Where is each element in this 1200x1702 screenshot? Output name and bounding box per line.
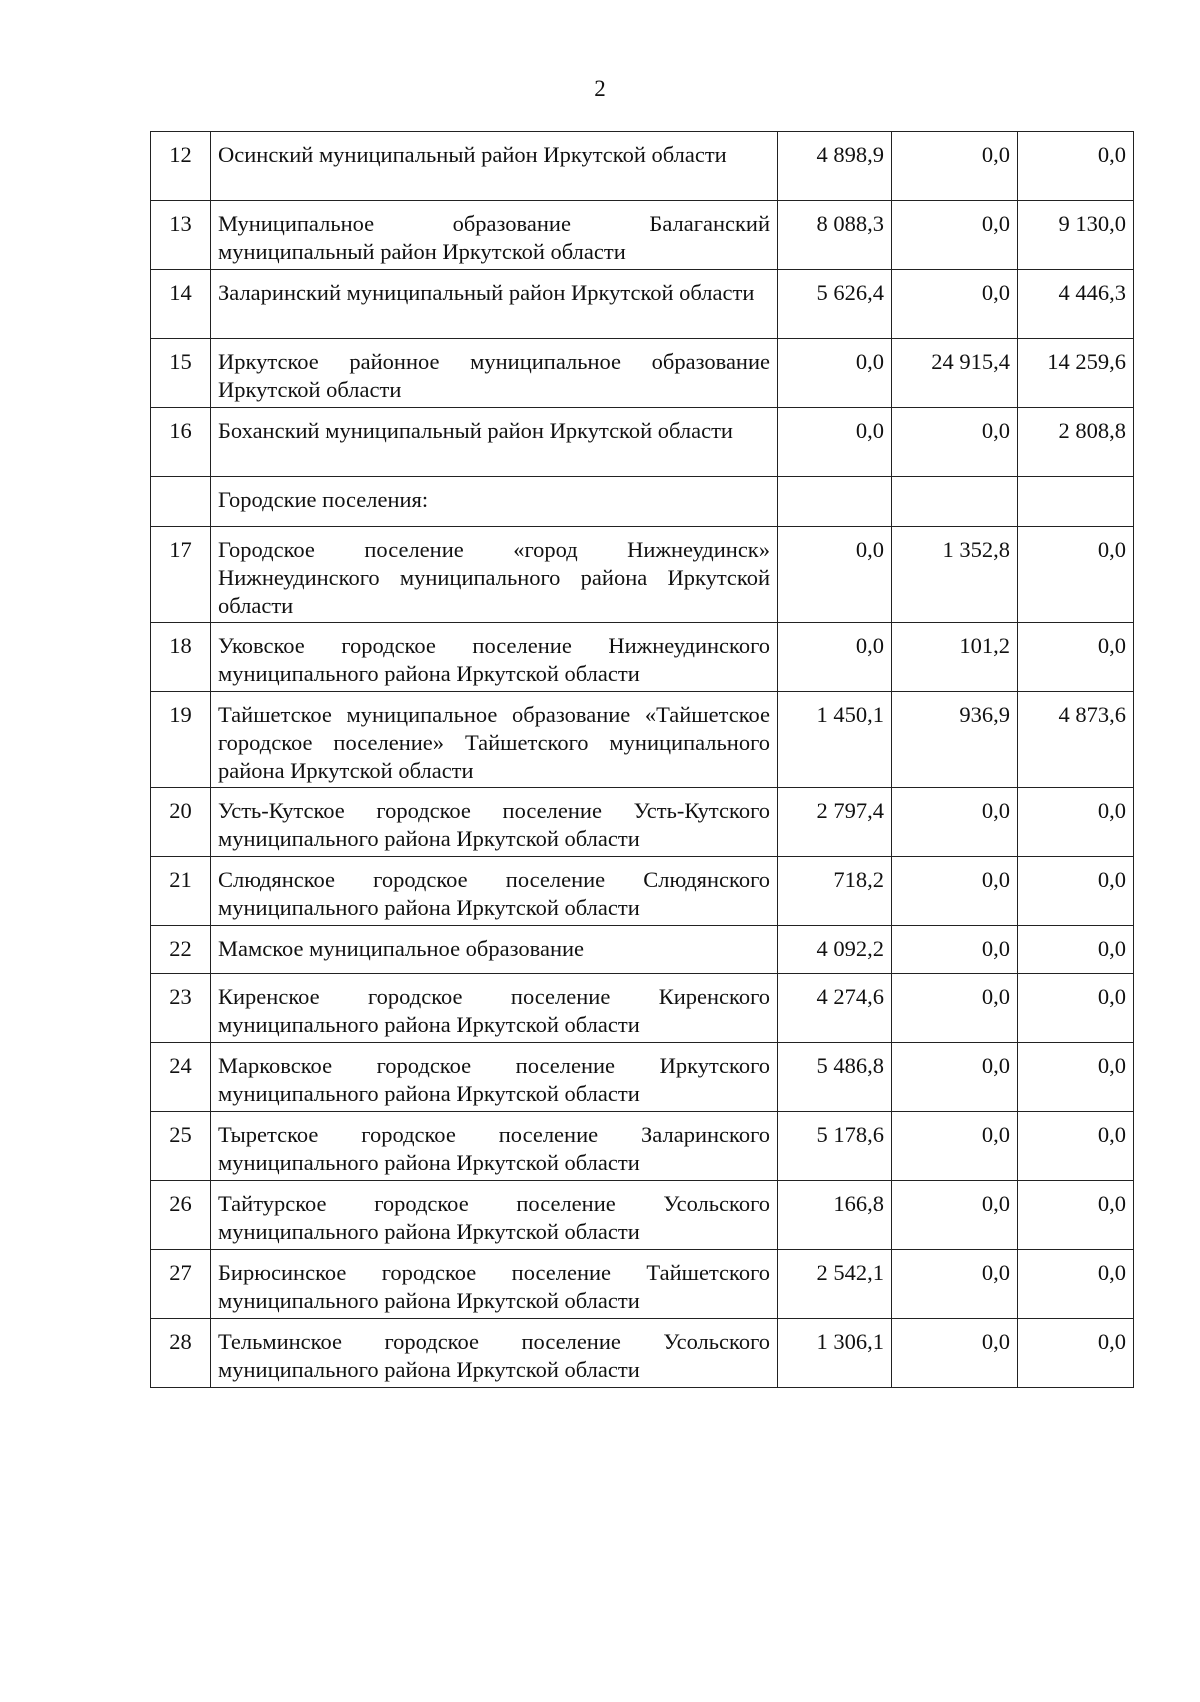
value-col-3: 4 446,3 — [1018, 270, 1134, 339]
value-col-1: 4 898,9 — [778, 132, 892, 201]
value-col-3: 0,0 — [1018, 1250, 1134, 1319]
value-col-2: 0,0 — [892, 132, 1018, 201]
allocation-table — [150, 131, 1134, 1388]
value-col-1: 0,0 — [778, 527, 892, 623]
value-col-1: 0,0 — [778, 408, 892, 477]
value-col-3 — [1018, 477, 1134, 527]
table-row — [151, 1043, 1134, 1112]
value-col-2: 0,0 — [892, 857, 1018, 926]
row-number: 14 — [151, 270, 211, 339]
value-col-2: 0,0 — [892, 1250, 1018, 1319]
municipality-name: Муниципальное образование Балаганский муниципальный район Иркутской области — [211, 201, 778, 270]
municipality-name: Тайшетское муниципальное образование «Тайшетское городское поселение» Тайшетского муниципального района Иркутской области — [211, 692, 778, 788]
row-number: 18 — [151, 623, 211, 692]
value-col-2: 0,0 — [892, 1112, 1018, 1181]
value-col-3: 0,0 — [1018, 1319, 1134, 1388]
value-col-3: 0,0 — [1018, 1112, 1134, 1181]
table-row — [151, 132, 1134, 201]
value-col-2: 1 352,8 — [892, 527, 1018, 623]
value-col-3: 14 259,6 — [1018, 339, 1134, 408]
value-col-3: 0,0 — [1018, 788, 1134, 857]
value-col-3: 0,0 — [1018, 926, 1134, 974]
value-col-1: 1 306,1 — [778, 1319, 892, 1388]
value-col-1: 2 797,4 — [778, 788, 892, 857]
row-number — [151, 477, 211, 527]
row-number: 16 — [151, 408, 211, 477]
municipality-name: Тельминское городское поселение Усольского муниципального района Иркутской области — [211, 1319, 778, 1388]
value-col-3: 0,0 — [1018, 527, 1134, 623]
municipality-name: Уковское городское поселение Нижнеудинского муниципального района Иркутской области — [211, 623, 778, 692]
value-col-1: 718,2 — [778, 857, 892, 926]
row-number: 21 — [151, 857, 211, 926]
municipality-name: Киренское городское поселение Киренского муниципального района Иркутской области — [211, 974, 778, 1043]
table-row — [151, 692, 1134, 788]
row-number: 26 — [151, 1181, 211, 1250]
row-number: 13 — [151, 201, 211, 270]
municipality-name: Тыретское городское поселение Заларинского муниципального района Иркутской области — [211, 1112, 778, 1181]
row-number: 27 — [151, 1250, 211, 1319]
row-number: 24 — [151, 1043, 211, 1112]
value-col-1 — [778, 477, 892, 527]
table-row — [151, 270, 1134, 339]
municipality-name: Заларинский муниципальный район Иркутской области — [211, 270, 778, 339]
value-col-3: 9 130,0 — [1018, 201, 1134, 270]
table-row — [151, 1112, 1134, 1181]
value-col-2: 0,0 — [892, 974, 1018, 1043]
table-row — [151, 926, 1134, 974]
value-col-2: 0,0 — [892, 408, 1018, 477]
municipality-name: Мамское муниципальное образование — [211, 926, 778, 974]
row-number: 22 — [151, 926, 211, 974]
table-row — [151, 527, 1134, 623]
table-row — [151, 788, 1134, 857]
municipality-name: Марковское городское поселение Иркутского муниципального района Иркутской области — [211, 1043, 778, 1112]
row-number: 19 — [151, 692, 211, 788]
value-col-3: 2 808,8 — [1018, 408, 1134, 477]
value-col-2: 101,2 — [892, 623, 1018, 692]
row-number: 15 — [151, 339, 211, 408]
table-row — [151, 339, 1134, 408]
municipality-name: Городское поселение «город Нижнеудинск» Нижнеудинского муниципального района Иркутской области — [211, 527, 778, 623]
value-col-3: 0,0 — [1018, 857, 1134, 926]
value-col-1: 2 542,1 — [778, 1250, 892, 1319]
value-col-1: 4 092,2 — [778, 926, 892, 974]
value-col-2: 936,9 — [892, 692, 1018, 788]
municipality-name: Осинский муниципальный район Иркутской области — [211, 132, 778, 201]
row-number: 23 — [151, 974, 211, 1043]
municipality-name: Слюдянское городское поселение Слюдянского муниципального района Иркутской области — [211, 857, 778, 926]
value-col-3: 0,0 — [1018, 623, 1134, 692]
value-col-3: 4 873,6 — [1018, 692, 1134, 788]
value-col-1: 5 178,6 — [778, 1112, 892, 1181]
value-col-3: 0,0 — [1018, 1043, 1134, 1112]
value-col-1: 166,8 — [778, 1181, 892, 1250]
municipality-name: Бирюсинское городское поселение Тайшетского муниципального района Иркутской области — [211, 1250, 778, 1319]
row-number: 25 — [151, 1112, 211, 1181]
table-row — [151, 974, 1134, 1043]
value-col-2: 24 915,4 — [892, 339, 1018, 408]
table-row — [151, 857, 1134, 926]
table-row — [151, 1181, 1134, 1250]
row-number: 17 — [151, 527, 211, 623]
value-col-1: 0,0 — [778, 623, 892, 692]
row-number: 20 — [151, 788, 211, 857]
value-col-1: 1 450,1 — [778, 692, 892, 788]
value-col-2: 0,0 — [892, 926, 1018, 974]
value-col-2 — [892, 477, 1018, 527]
value-col-1: 4 274,6 — [778, 974, 892, 1043]
value-col-1: 0,0 — [778, 339, 892, 408]
page-number: 2 — [594, 76, 606, 101]
value-col-2: 0,0 — [892, 1181, 1018, 1250]
value-col-1: 5 486,8 — [778, 1043, 892, 1112]
value-col-2: 0,0 — [892, 270, 1018, 339]
table-row — [151, 1250, 1134, 1319]
row-number: 28 — [151, 1319, 211, 1388]
value-col-3: 0,0 — [1018, 132, 1134, 201]
value-col-2: 0,0 — [892, 1319, 1018, 1388]
row-number: 12 — [151, 132, 211, 201]
section-header-row — [151, 477, 1134, 527]
value-col-2: 0,0 — [892, 788, 1018, 857]
section-title: Городские поселения: — [211, 477, 778, 527]
municipality-name: Тайтурское городское поселение Усольского муниципального района Иркутской области — [211, 1181, 778, 1250]
value-col-2: 0,0 — [892, 201, 1018, 270]
table-row — [151, 201, 1134, 270]
value-col-3: 0,0 — [1018, 974, 1134, 1043]
value-col-1: 8 088,3 — [778, 201, 892, 270]
value-col-1: 5 626,4 — [778, 270, 892, 339]
municipality-name: Боханский муниципальный район Иркутской области — [211, 408, 778, 477]
table-row — [151, 408, 1134, 477]
table-row — [151, 623, 1134, 692]
municipality-name: Усть-Кутское городское поселение Усть-Кутского муниципального района Иркутской области — [211, 788, 778, 857]
municipality-name: Иркутское районное муниципальное образование Иркутской области — [211, 339, 778, 408]
table-row — [151, 1319, 1134, 1388]
value-col-3: 0,0 — [1018, 1181, 1134, 1250]
value-col-2: 0,0 — [892, 1043, 1018, 1112]
